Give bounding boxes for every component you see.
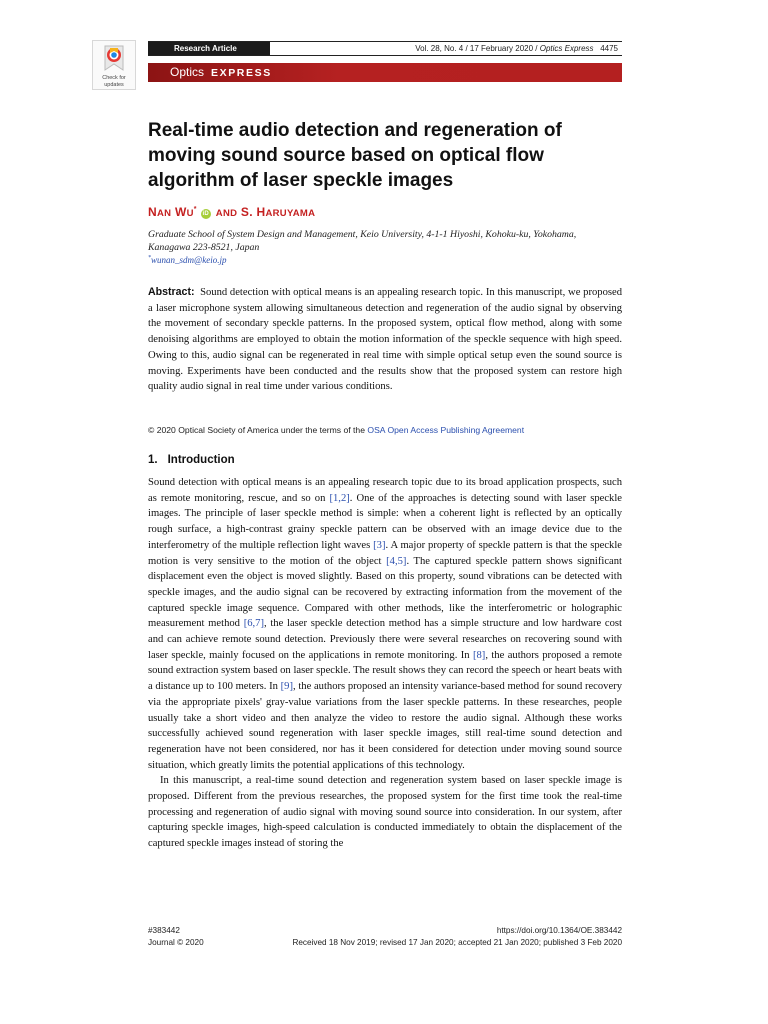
journal-logo-optics: Optics bbox=[170, 65, 205, 79]
abstract-text: Sound detection with optical means is an appealing research topic. In this manuscript, we proposed a laser microphone system allowing simultaneous detection and regeneration of the audio signal by observing the movement of secondary speckle patterns. In the proposed system, optical flow method, along with some denoising algorithms are employed to obtain the motion information of the speckle sequence with high speed. Owing to this, audio signal can be regenerated in real time with simple optical setup even the sound source is moving. Experiments have been conducted and the results show that the proposed system can restore high quality audio signal in real time under various conditions. bbox=[148, 287, 623, 393]
journal-brand-bar bbox=[148, 63, 622, 82]
journal-title-italic: Optics Express bbox=[539, 44, 594, 53]
text-run: , the authors proposed an intensity variance-based method for sound recovery via the appropriate pixels' gray-value variations from the laser speckle patterns. In these researches, people usually take a short video and then analyze the video to restore the audio signal. Although these works successfully achieved sound regeneration with laser speckle images, still real-time sound detection and regeneration have not been considered, nor has it been considered for detection under moving sound source situation, which greatly limits the potential applications of this technology. bbox=[148, 681, 622, 771]
paragraph-2: In this manuscript, a real-time sound detection and regeneration system based on laser speckle image is proposed. Different from the previous researches, the proposed system for the first time took the real-time processing and regeneration of audio signal with moving sound source into consideration. In our system, after capturing speckle images, high-speed calculation is conducted immediately to obtain the displacement of the captured speckle images instead of storing the bbox=[148, 775, 622, 850]
citation-link[interactable]: [4,5] bbox=[386, 555, 407, 567]
issue-info bbox=[415, 42, 618, 55]
badge-label-2: updates bbox=[104, 82, 124, 88]
doi-link[interactable]: https://doi.org/10.1364/OE.383442 bbox=[496, 926, 622, 935]
author1-last-rest: U bbox=[186, 208, 194, 219]
author1-initial: N bbox=[148, 205, 157, 219]
copyright-notice bbox=[148, 425, 524, 435]
paragraph-1 bbox=[148, 475, 622, 773]
journal-logo-express: EXPRESS bbox=[211, 67, 272, 79]
manuscript-id: #383442 bbox=[148, 926, 180, 935]
abstract-label: Abstract: bbox=[148, 286, 195, 298]
email-line bbox=[148, 255, 227, 265]
affiliation: Graduate School of System Design and Management, Keio University, 4-1-1 Hiyoshi, Kohoku-ku, Yokohama, Kanagawa 223-8521, Japan bbox=[148, 229, 577, 253]
citation-link[interactable]: [1,2] bbox=[329, 492, 350, 504]
citation-link[interactable]: [8] bbox=[472, 649, 486, 661]
footer-right bbox=[292, 925, 622, 949]
citation-link[interactable]: [3] bbox=[373, 539, 386, 551]
text-run: . The captured speckle pattern shows significant displacement even the object is moved slightly. Based on this property, sound vibrations can be detected with speckle images, and the audio signal can be recovered by extracting information from the movement of the captured speckle image sequence. Compared with other methods, like the interferometric or holographic measurement method bbox=[148, 555, 622, 630]
page-number: 4475 bbox=[600, 44, 618, 53]
text-run: Sound detection with optical means is an appealing research topic due to its broad application prospects, such as remote monitoring, rescue, and so on bbox=[148, 477, 622, 504]
journal-copyright: Journal © 2020 bbox=[148, 938, 204, 947]
author1-last-initial: W bbox=[174, 205, 187, 219]
article-header-bar bbox=[148, 41, 622, 56]
author2-last-initial: H bbox=[256, 205, 266, 219]
text-run: , the laser speckle detection method has a simple structure and low hardware cost and can achieve remote sound detection. Previously there were several researches on recovering sound with laser speckle, mainly focused on the applications in remote monitoring. In bbox=[148, 618, 622, 661]
copyright-link[interactable]: OSA Open Access Publishing Agreement bbox=[367, 425, 525, 435]
corresponding-star: * bbox=[193, 206, 197, 213]
text-run: . A major property of speckle pattern is that the speckle motion is very sensitive to the motion of the object bbox=[148, 539, 622, 567]
paper-title: Real-time audio detection and regeneration of moving sound source based on optical flow algorithm of laser speckle images bbox=[148, 120, 562, 191]
email-link[interactable]: wunan_sdm@keio.jp bbox=[151, 255, 227, 265]
abstract bbox=[148, 285, 622, 395]
footer-left bbox=[148, 925, 204, 949]
section-number: 1. bbox=[148, 454, 158, 466]
article-type-label: Research Article bbox=[148, 42, 270, 55]
badge-label-1: Check for bbox=[102, 75, 126, 81]
section-title: Introduction bbox=[167, 454, 235, 466]
orcid-icon[interactable]: iD bbox=[202, 211, 210, 217]
text-run: . One of the approaches is detecting sound with laser speckle images. The principle of laser speckle method is simple: when a coherent light is reflected by an optically rough surface, a high-contrast grainy speckle pattern can be observed with an image device due to the interferometry of the multiple reflection light waves bbox=[148, 492, 622, 551]
section-heading bbox=[148, 454, 235, 466]
check-for-updates-badge[interactable] bbox=[92, 40, 136, 90]
citation-link[interactable]: [9] bbox=[280, 681, 294, 693]
text-run: , the authors proposed a remote sound extraction system based on laser speckle. The result shows they can record the speech or heart beats with a distance up to 100 meters. In bbox=[148, 649, 622, 693]
author2-last-rest: ARUYAMA bbox=[265, 208, 316, 219]
author-list bbox=[148, 205, 315, 219]
author-and: AND bbox=[215, 208, 238, 219]
author2-first: S. bbox=[240, 205, 253, 219]
publication-dates: Received 18 Nov 2019; revised 17 Jan 2020; accepted 21 Jan 2020; published 3 Feb 2020 bbox=[292, 938, 622, 947]
email-star: * bbox=[148, 255, 151, 261]
author1-rest: AN bbox=[156, 208, 172, 219]
citation-link[interactable]: [6,7] bbox=[243, 618, 264, 630]
issue-volume: Vol. 28, No. 4 / 17 February 2020 / bbox=[415, 44, 540, 53]
body-text bbox=[148, 475, 622, 852]
bookmark-icon bbox=[101, 44, 127, 74]
copyright-text: © 2020 Optical Society of America under the terms of the bbox=[148, 425, 368, 435]
